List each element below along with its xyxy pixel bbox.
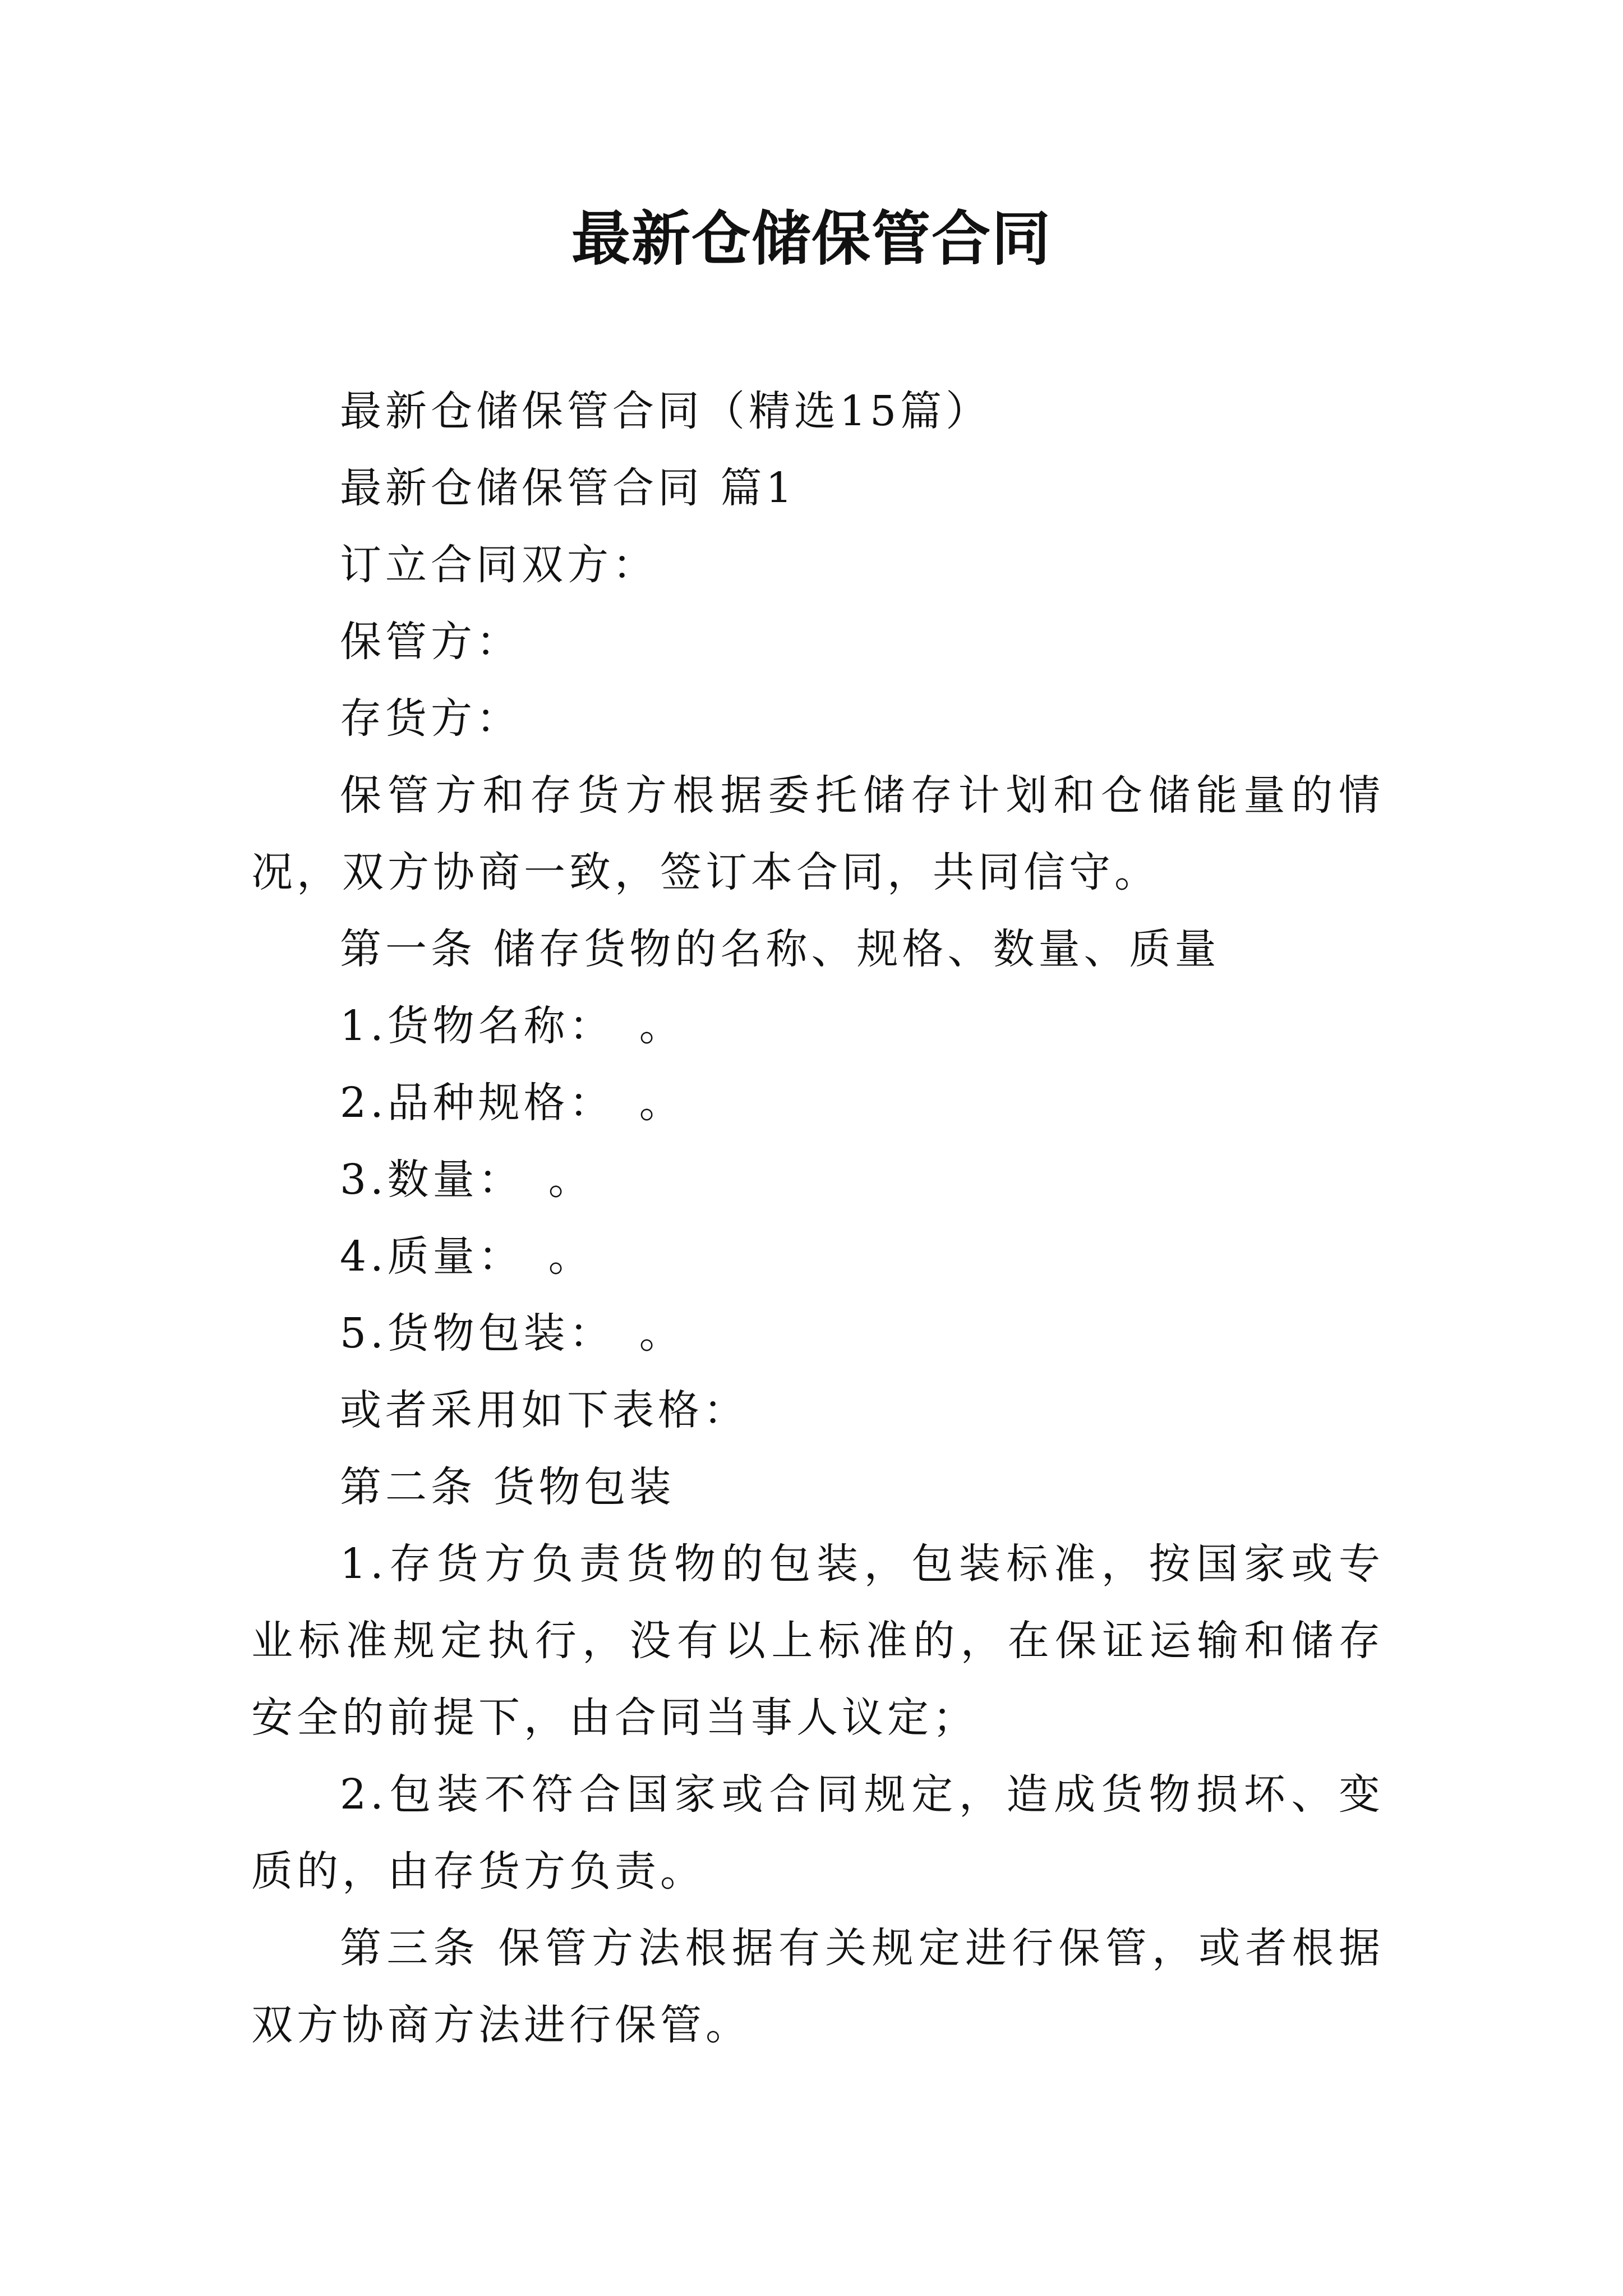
article-paragraph: 第三条 保管方法根据有关规定进行保管，或者根据双方协商方法进行保管。	[251, 1924, 1384, 2049]
paragraph: 订立合同双方：	[340, 541, 658, 589]
party-custodian-line: 保管方：	[340, 618, 522, 666]
paragraph: 或者采用如下表格：	[340, 1386, 749, 1434]
article-heading: 第一条 储存货物的名称、规格、数量、质量	[340, 925, 1220, 973]
paragraph: 保管方和存货方根据委托储存计划和仓储能量的情况，双方协商一致，签订本合同，共同信守。	[251, 771, 1384, 896]
article-heading: 第二条 货物包装	[340, 1463, 675, 1511]
document-body	[251, 373, 1384, 2064]
list-item: 4.质量： 。	[340, 1232, 594, 1281]
list-item: 2.品种规格： 。	[340, 1079, 685, 1127]
list-item: 3.数量： 。	[340, 1156, 594, 1204]
party-depositor-line: 存货方：	[340, 694, 522, 743]
list-item: 1.货物名称： 。	[340, 1002, 685, 1050]
subtitle-line: 最新仓储保管合同（精选15篇）	[340, 387, 992, 435]
list-item: 5.货物包装： 。	[340, 1309, 685, 1358]
list-item: 2.包装不符合国家或合同规定，造成货物损坏、变质的，由存货方负责。	[251, 1770, 1384, 1895]
document-title: 最新仓储保管合同	[571, 204, 1052, 273]
list-item: 1.存货方负责货物的包装，包装标准，按国家或专业标准规定执行，没有以上标准的，在保证运输和储存安全的前提下，由合同当事人议定；	[251, 1540, 1384, 1742]
section-heading: 最新仓储保管合同 篇1	[340, 464, 796, 512]
